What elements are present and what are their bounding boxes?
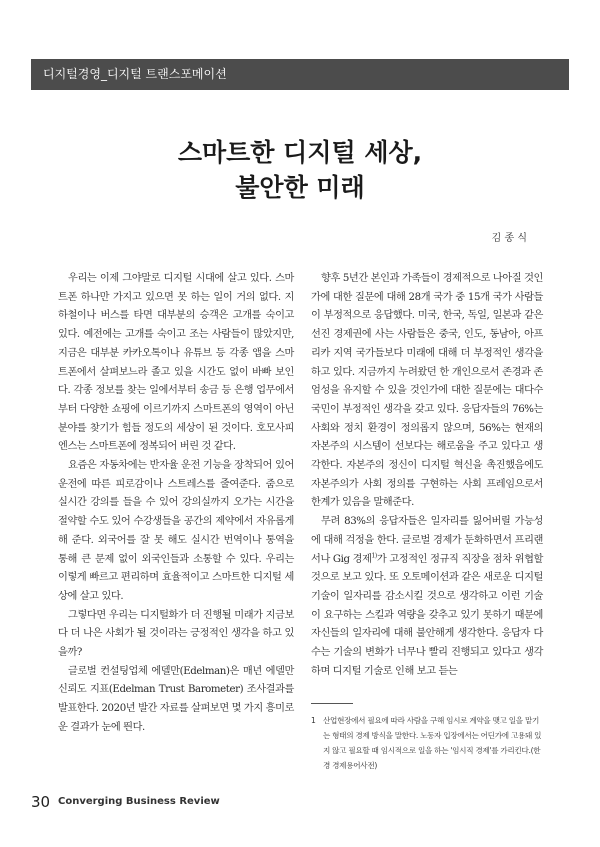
author-name: 김 종 식: [491, 233, 527, 244]
paragraph: 향후 5년간 본인과 가족들이 경제적으로 나아질 것인가에 대한 질문에 대해 28개 국가 중 15개 국가 사람들이 부정적으로 응답했다. 미국, 한국, 독일, 일본과 같은 선진 경제권에 사는 사람들은 중국, 인도, 동남아, 아프리카 지역 국가들보다 미래에 대해 더 부정적인 생각을 하고 있다. 지금까지 누려왔던 한 개인으로서 존경과 존엄성을 유지할 수 있을 것인가에 대한 질문에는 대다수 국민이 부정적인 생각을 갖고 있다. 응답자들의 76%는 사회와 정치 환경이 정의롭지 않으며, 56%는 현재의 자본주의 시스템이 선보다는 해로움을 주고 있다고 생각한다. 자본주의 정신이 디지털 혁신을 촉진했음에도 자본주의가 사회 정의를 구현하는 사회 프레임으로서 한계가 있음을 말해준다.: [311, 273, 543, 509]
article-title-line2: 불안한 미래: [235, 173, 365, 202]
journal-name: Converging Business Review: [58, 796, 220, 807]
footnote-number: 1: [311, 716, 316, 725]
paragraph: 그렇다면 우리는 디지털화가 더 진행될 미래가 지금보다 더 나은 사회가 될 것이라는 긍정적인 생각을 하고 있을까?: [58, 609, 294, 659]
left-column: [58, 270, 294, 738]
footnote-text: 산업현장에서 필요에 따라 사람을 구해 임시로 계약을 맺고 일을 맡기는 형태의 경제 방식을 말한다. 노동자 입장에서는 어딘가에 고용돼 있지 않고 필요할 때 임시적으로 일을 하는 '임시직 경제'를 가리킨다.(한경 경제용어사전): [323, 716, 542, 770]
paragraph-text-continued: 가 고정적인 정규직 직장을 점차 위협할 것으로 보고 있다. 또 오토메이션과 같은 새로운 디지털 기술이 일자리를 감소시킬 것으로 생각하고 이런 기술이 요구하는 스킬과 역량을 갖추고 있기 못하기 때문에 자신들의 일자리에 대해 불안해게 생각한다. 응답자 다수는 기술의 변화가 너무나 빨리 진행되고 있다고 생각하며 디지털 기술로 인해 보고 듣는: [311, 553, 543, 677]
footnote-divider: [311, 703, 353, 704]
paragraph: 요즘은 자동차에는 반자율 운전 기능을 장착되어 있어 운전에 따른 피로감이나 스트레스를 줄여준다. 줌으로 실시간 강의를 들을 수 있어 강의실까지 오가는 시간을 절약할 수도 있어 수강생들을 공간의 제약에서 자유롭게 해 준다. 외국어를 잘 못 해도 실시간 번역이나 통역을 통해 큰 문제 없이 외국인들과 소통할 수 있다. 우리는 이렇게 빠르고 편리하며 효율적이고 스마트한 디지털 세상에 살고 있다.: [58, 460, 294, 602]
footnote-marker: 1): [371, 552, 377, 560]
section-header-bar: [31, 59, 569, 90]
paragraph-text: 무려 83%의 응답자들은 일자리를 잃어버릴 가능성에 대해 걱정을 한다. 글로벌 경제가 둔화하면서 프리랜서나 Gig 경제: [311, 516, 543, 565]
paragraph: [311, 513, 543, 681]
section-category: 디지털경영_디지털 트랜스포메이션: [43, 67, 227, 81]
paragraph: 글로벌 컨설팅업체 에델만(Edelman)은 매년 에델만 신뢰도 지표(Edelman Trust Barometer) 조사결과를 발표한다. 2020년 발간 자료를 살펴보면 몇 가지 흥미로운 결과가 눈에 띈다.: [58, 665, 294, 733]
right-column: [311, 270, 543, 681]
page-number: 30: [31, 793, 51, 811]
article-title-line1: 스마트한 디지털 세상,: [177, 138, 423, 167]
footnote: [311, 713, 543, 773]
paragraph: 우리는 이제 그야말로 디지털 시대에 살고 있다. 스마트폰 하나만 가지고 있으면 못 하는 일이 거의 없다. 지하철이나 버스를 타면 대부분의 승객은 고개를 숙이고 있다. 예전에는 고개를 숙이고 조는 사람들이 많았지만, 지금은 대부분 카카오톡이나 유튜브 등 각종 앱을 스마트폰에서 살펴보느라 졸고 있을 시간도 없이 바빠 보인다. 각종 정보를 찾는 일에서부터 송금 등 은행 업무에서부터 다양한 쇼핑에 이르기까지 스마트폰의 영역이 아닌 분야를 찾기가 힘들 정도의 세상이 된 것이다. 호모사피엔스는 스마트폰에 정복되어 버린 것 같다.: [58, 273, 294, 453]
